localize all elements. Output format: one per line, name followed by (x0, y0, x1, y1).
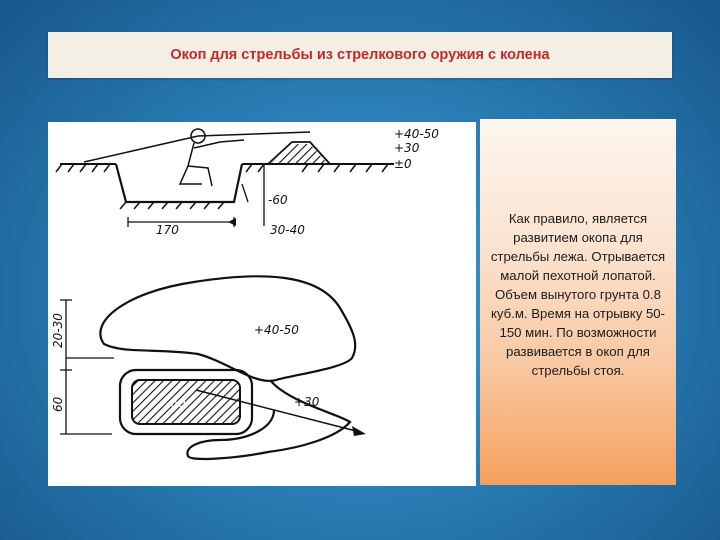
trench-diagram (48, 122, 476, 486)
label-elbow-rest: +30 (294, 395, 320, 409)
label-parapet-mid: +30 (394, 141, 420, 155)
label-side-a: 20-30 (51, 313, 65, 348)
cross-section (56, 129, 394, 227)
plan-view (60, 276, 360, 459)
title-bar (48, 32, 672, 78)
label-side-b: 60 (51, 396, 65, 412)
description-box (480, 119, 676, 485)
label-parapet-top: +40-50 (394, 127, 439, 141)
arrow-head (228, 218, 236, 226)
pit-hatch (132, 380, 240, 424)
label-pit-depth: -60 (166, 396, 186, 410)
trench-drawing (48, 122, 476, 486)
label-ground: ±0 (394, 157, 412, 171)
label-plan-parapet: +40-50 (254, 323, 299, 337)
label-depth: -60 (268, 193, 288, 207)
label-trench-width: 170 (156, 223, 179, 237)
description-text: Как правило, является развитием окопа для стрельбы лежа. Отрывается малой пехотной лопатой. Объем вынутого грунта 0.8 куб.м. Время на отрывку 50-150 мин. По возможности развивается в окоп для стрельбы стоя. (490, 211, 666, 378)
slide-title: Окоп для стрельбы из стрелкового оружия с колена (170, 47, 550, 63)
label-slope-width: 30-40 (270, 223, 305, 237)
fire-arrow-head (352, 426, 366, 436)
